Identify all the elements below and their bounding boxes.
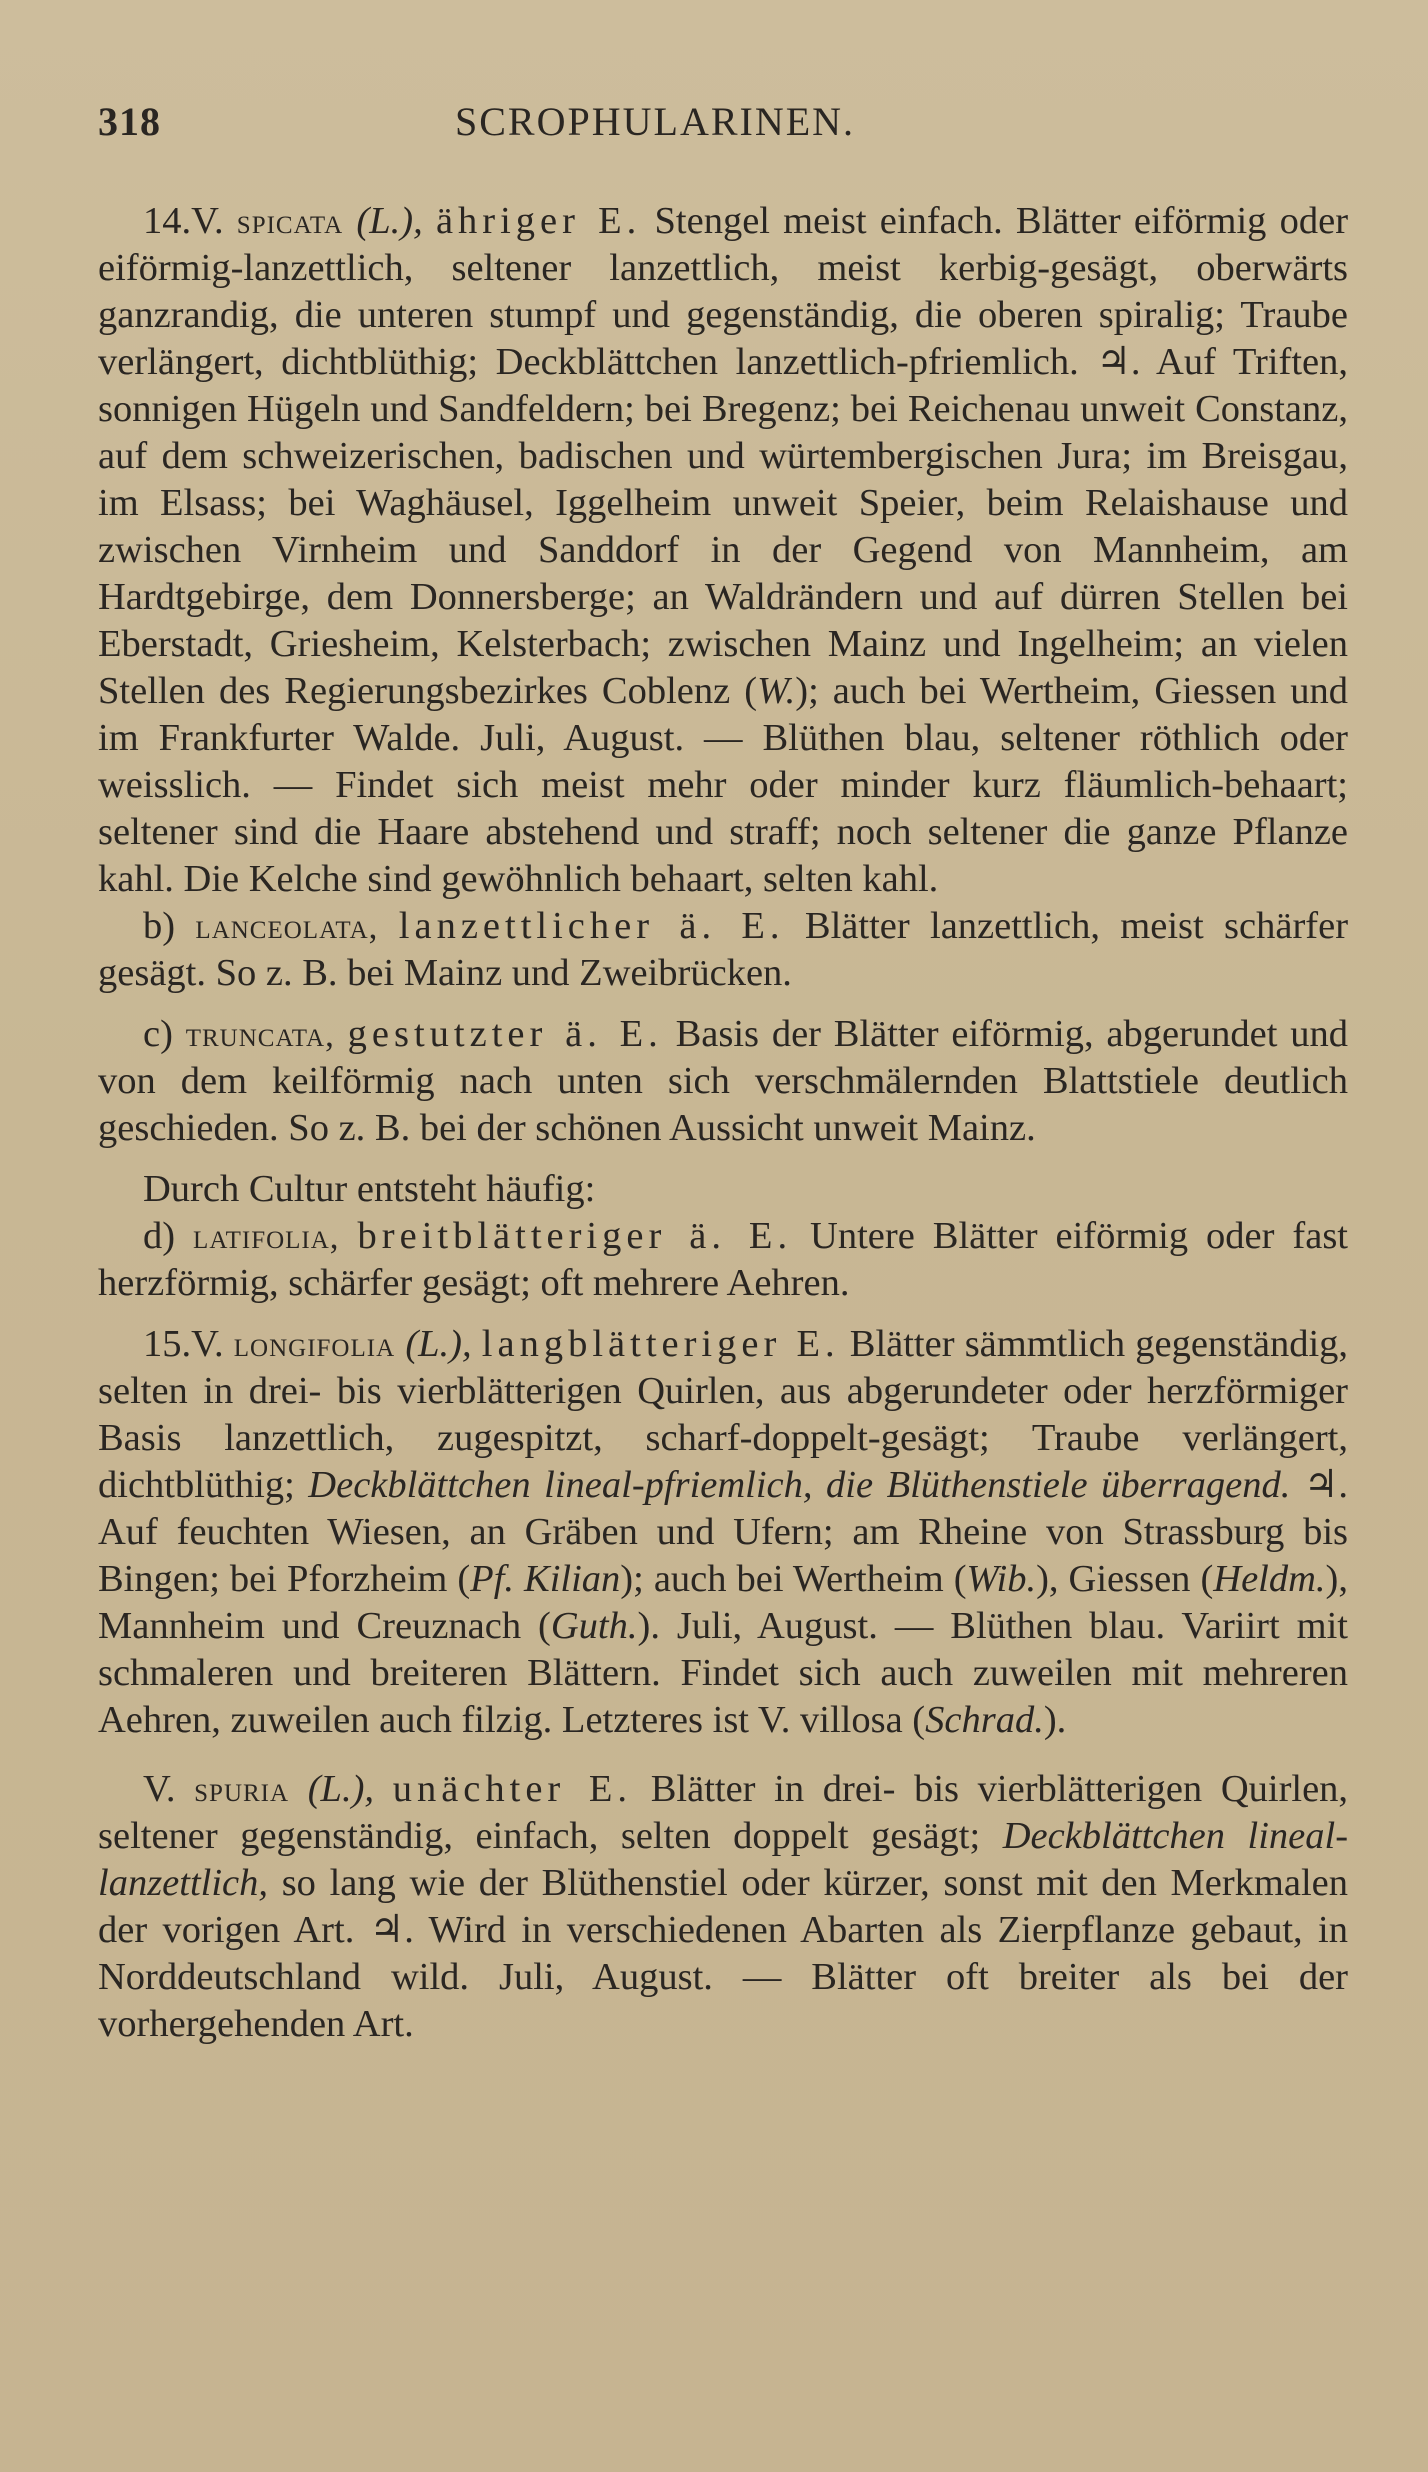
description: Basis der Blätter eiförmig, abgerundet und von dem keilförmig nach unten sich verschmälernden Blattstiele deutlich geschieden. So z. B. bei der schönen Aussicht unweit Mainz. (98, 1013, 1348, 1149)
entry-15-longifolia (98, 1321, 1348, 1744)
reference: Wib. (966, 1558, 1037, 1600)
common-name: gestutzter ä. E. (347, 1013, 663, 1055)
reference: W. (757, 670, 796, 712)
page-number: 318 (98, 99, 161, 144)
variety-c-truncata (98, 1011, 1348, 1152)
description-cont: ), Giessen ( (1036, 1558, 1214, 1600)
variety-d-latifolia (98, 1213, 1348, 1307)
entry-spuria (98, 1766, 1348, 2048)
variety-name: lanceolata, (195, 907, 379, 946)
description: Blätter sämmtlich gegenständig, selten in drei- bis vierblätterigen Quirlen, aus abgerundeter oder herzförmiger Basis lanzettlich, zugespitzt, scharf-doppelt-gesägt; Traube verlängert, dichtblüthig; (98, 1323, 1349, 1506)
description: Blätter in drei- bis vierblätterigen Quirlen, seltener gegenständig, einfach, selten doppelt gesägt; (98, 1768, 1349, 1857)
variety-label: c) (143, 1013, 173, 1055)
entry-number: 14.V. (143, 200, 224, 242)
reference: Schrad. (925, 1699, 1044, 1741)
species-name: spicata (236, 202, 344, 241)
common-name: unächter E. (392, 1768, 633, 1810)
variety-label: d) (143, 1215, 176, 1257)
common-name: langblätteriger E. (481, 1323, 840, 1365)
description-cont: ), Mannheim und Creuznach ( (98, 1558, 1348, 1647)
description: Blätter lanzettlich, meist schärfer gesägt. So z. B. bei Mainz und Zweibrücken. (98, 905, 1349, 994)
species-name: spuria (194, 1770, 290, 1809)
body-text (98, 198, 1348, 2048)
description-cont: ); auch bei Wertheim, Giessen und im Frankfurter Walde. Juli, August. — Blüthen blau, seltener röthlich oder weisslich. — Findet sich meist mehr oder minder kurz fläumlich-behaart; seltener sind die Haare abstehend und straff; noch seltener die ganze Pflanze kahl. Die Kelche sind gewöhnlich behaart, selten kahl. (98, 670, 1348, 900)
cultivation-note (98, 1166, 1348, 1213)
reference: Guth. (550, 1605, 638, 1647)
description-cont: ). (1043, 1699, 1067, 1741)
author-citation: (L.), (356, 200, 423, 242)
common-name: ähriger E. (435, 200, 642, 242)
description-cont: ). Juli, August. — Blüthen blau. Variirt mit schmaleren und breiteren Blättern. Findet sich auch zuweilen mit mehreren Aehren, zuweilen auch filzig. Letzteres ist V. villosa ( (98, 1605, 1348, 1741)
description-cont: ); auch bei Wertheim ( (620, 1558, 967, 1600)
variety-b-lanceolata (98, 903, 1348, 997)
description-cont: so lang wie der Blüthenstiel oder kürzer, sonst mit den Merkmalen der vorigen Art. ♃. Wird in verschiedenen Abarten als Zierpflanze gebaut, in Norddeutschland wild. Juli, August. — Blätter oft breiter als bei der vorhergehenden Art. (98, 1862, 1349, 2045)
common-name: lanzettlicher ä. E. (398, 905, 785, 947)
description: Untere Blätter eiförmig oder fast herzförmig, schärfer gesägt; oft mehrere Aehren. (98, 1215, 1348, 1304)
entry-number: V. (143, 1768, 176, 1810)
note-text: Durch Cultur entsteht häufig: (143, 1168, 596, 1210)
reference: Heldm. (1213, 1558, 1326, 1600)
italic-description: Deckblättchen lineal-pfriemlich, die Blüthenstiele überragend. (308, 1464, 1291, 1506)
author-citation: (L.), (405, 1323, 472, 1365)
running-header (98, 90, 1348, 150)
reference: Pf. Kilian (470, 1558, 621, 1600)
entry-number: 15.V. (143, 1323, 224, 1365)
running-title: SCROPHULARINEN. (455, 99, 856, 144)
description: Stengel meist einfach. Blätter eiförmig oder eiförmig-lanzettlich, seltener lanzettlich, meist kerbig-gesägt, oberwärts ganzrandig, die unteren stumpf und gegenständig, die oberen spiralig; Traube verlängert, dichtblüthig; Deckblättchen lanzettlich-pfriemlich. ♃. Auf Triften, sonnigen Hügeln und Sandfeldern; bei Bregenz; bei Reichenau unweit Constanz, auf dem schweizerischen, badischen und würtembergischen Jura; im Breisgau, im Elsass; bei Waghäusel, Iggelheim unweit Speier, beim Relaishause und zwischen Virnheim und Sanddorf in der Gegend von Mannheim, am Hardtgebirge, dem Donnersberge; an Waldrändern und auf dürren Stellen bei Eberstadt, Griesheim, Kelsterbach; zwischen Mainz und Ingelheim; an vielen Stellen des Regierungsbezirkes Coblenz ( (98, 200, 1349, 712)
description-cont: ♃. Auf feuchten Wiesen, an Gräben und Ufern; am Rheine von Strassburg bis Bingen; bei Pforzheim ( (98, 1464, 1348, 1600)
variety-name: truncata, (185, 1015, 335, 1054)
variety-label: b) (143, 905, 176, 947)
species-name: longifolia (233, 1325, 396, 1364)
author-citation: (L.), (307, 1768, 375, 1810)
entry-14-spicata (98, 198, 1348, 903)
variety-name: latifolia, (193, 1217, 340, 1256)
common-name: breitblätteriger ä. E. (357, 1215, 793, 1257)
italic-description: Deckblättchen lineal-lanzettlich, (98, 1815, 1349, 1904)
